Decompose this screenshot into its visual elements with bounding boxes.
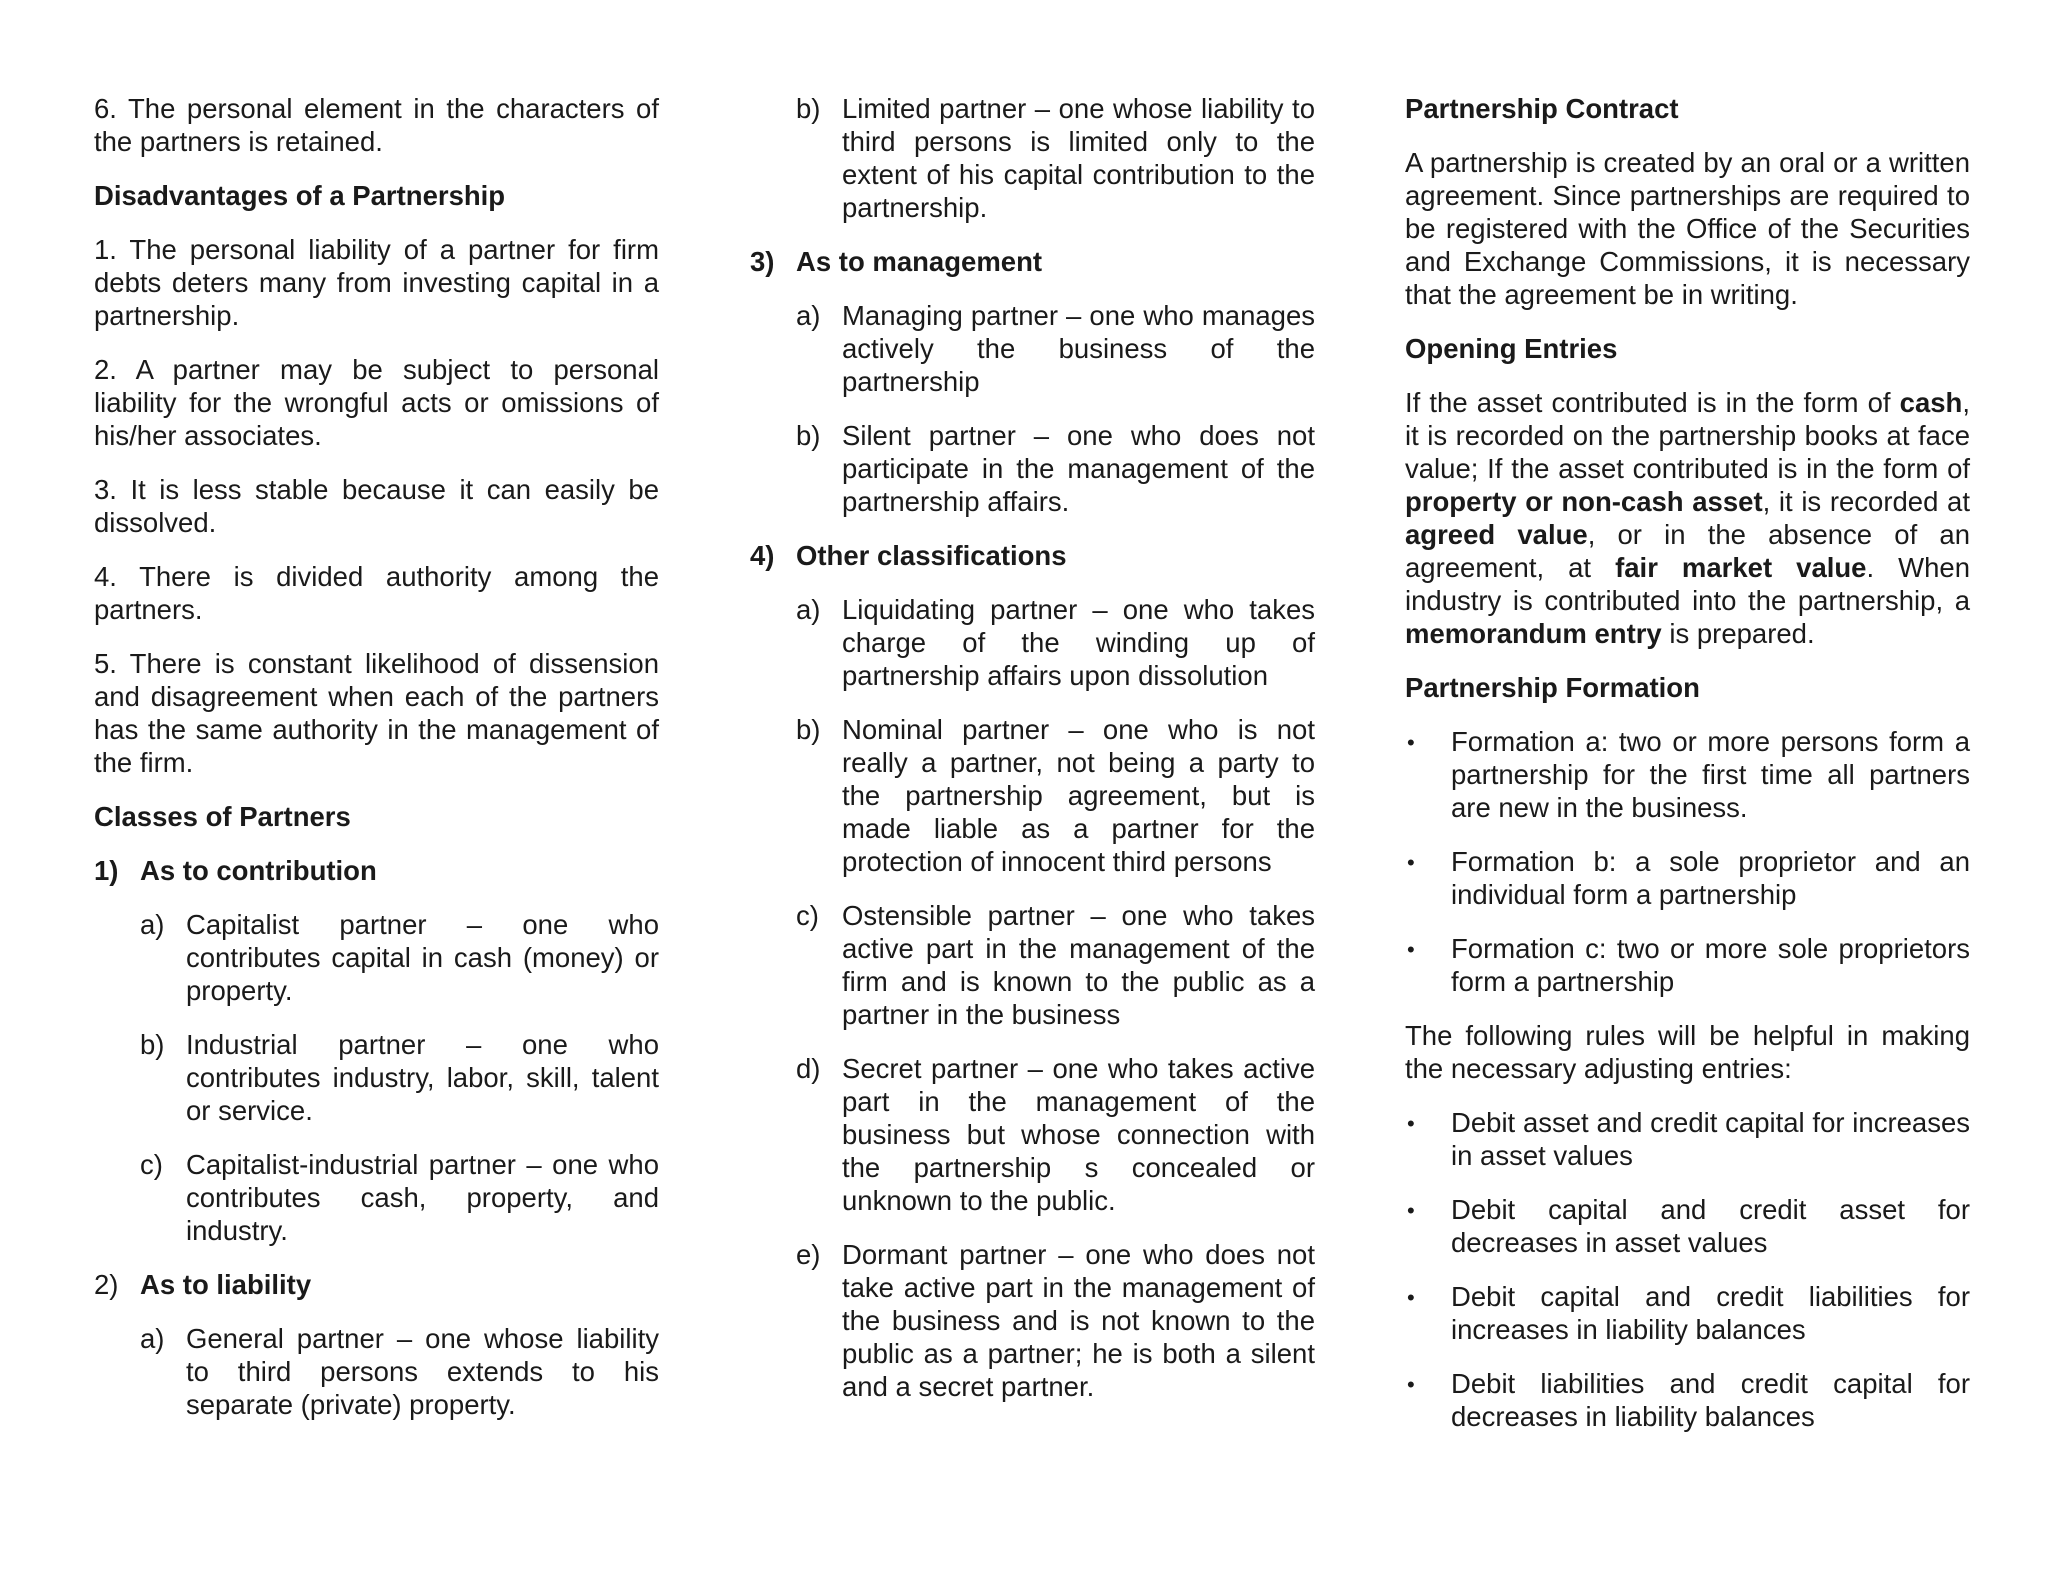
item-text: General partner – one whose liability to third persons extends to his separate (private) property. <box>186 1323 659 1420</box>
bullet-icon: • <box>1407 1198 1415 1223</box>
item-marker: a) <box>140 909 165 940</box>
list-item <box>140 1028 659 1127</box>
section-title: As to management <box>796 246 1043 277</box>
formation-item <box>1405 932 1970 998</box>
item-text: Secret partner – one who takes active part in the management of the business but whose connection with the partnership s concealed or unknown to the public. <box>842 1053 1315 1216</box>
bullet-icon: • <box>1407 730 1415 755</box>
opening-entries-text <box>1405 386 1970 650</box>
formation-item <box>1405 845 1970 911</box>
item-marker: a) <box>140 1323 165 1354</box>
item-marker: b) <box>796 420 821 451</box>
item-marker: c) <box>796 900 819 931</box>
list-item <box>796 593 1315 692</box>
item-marker: b) <box>796 93 821 124</box>
disadvantages-heading: Disadvantages of a Partnership <box>94 180 506 211</box>
list-item <box>796 1238 1315 1403</box>
text-run: , it is recorded at <box>1762 486 1970 517</box>
opening-entries-heading: Opening Entries <box>1405 333 1618 364</box>
list-item <box>140 1148 659 1247</box>
disadvantage-4: 4. There is divided authority among the partners. <box>94 561 659 625</box>
rule-item <box>1405 1367 1970 1433</box>
section-number: 3) <box>750 246 775 277</box>
item-text: Managing partner – one who manages actively the business of the partnership <box>842 300 1315 397</box>
item-text: Capitalist partner – one who contributes capital in cash (money) or property. <box>186 909 659 1006</box>
disadvantage-3: 3. It is less stable because it can easily be dissolved. <box>94 474 659 538</box>
list-item <box>796 92 1315 224</box>
item-text: Formation b: a sole proprietor and an individual form a partnership <box>1451 846 1970 910</box>
item-text: Debit capital and credit asset for decreases in asset values <box>1451 1194 1970 1258</box>
item-marker: b) <box>140 1029 165 1060</box>
section-contribution-heading <box>94 854 659 887</box>
section-other-heading <box>750 539 1315 572</box>
section-liability-heading <box>94 1268 659 1301</box>
item-text: Formation a: two or more persons form a partnership for the first time all partners are new in the business. <box>1451 726 1970 823</box>
section-management-heading <box>750 245 1315 278</box>
section-title: As to contribution <box>140 855 377 886</box>
disadvantage-5: 5. There is constant likelihood of dissension and disagreement when each of the partners has the same authority in the management of the firm. <box>94 648 659 778</box>
bullet-icon: • <box>1407 937 1415 962</box>
section-number: 1) <box>94 855 119 886</box>
bold-term: memorandum entry <box>1405 618 1662 649</box>
item-text: Silent partner – one who does not participate in the management of the partnership affairs. <box>842 420 1315 517</box>
item-marker: b) <box>796 714 821 745</box>
text-run: , it is recorded on the partnership books at face value; If the asset contributed is in the form of <box>1405 387 1970 484</box>
text-run: , or in the absence of an agreement, at <box>1405 519 1970 583</box>
contract-heading: Partnership Contract <box>1405 93 1679 124</box>
rule-item <box>1405 1106 1970 1172</box>
bold-term: agreed value <box>1405 519 1588 550</box>
item-text: Ostensible partner – one who takes active part in the management of the firm and is known to the public as a partner in the business <box>842 900 1315 1030</box>
item-marker: a) <box>796 594 821 625</box>
column-1 <box>94 92 659 1442</box>
list-item <box>796 419 1315 518</box>
column-2 <box>750 92 1315 1424</box>
text-run: is prepared. <box>1661 618 1815 649</box>
list-item <box>796 713 1315 878</box>
item-text: Debit capital and credit liabilities for increases in liability balances <box>1451 1281 1970 1345</box>
bold-term: fair market value <box>1615 552 1867 583</box>
contract-text: A partnership is created by an oral or a written agreement. Since partnerships are required to be registered with the Office of the Securities and Exchange Commissions, it is necessary that the agreement be in writing. <box>1405 147 1970 310</box>
disadvantage-2: 2. A partner may be subject to personal liability for the wrongful acts or omissions of his/her associates. <box>94 354 659 451</box>
item-text: Limited partner – one whose liability to third persons is limited only to the extent of his capital contribution to the partnership. <box>842 93 1315 223</box>
formation-heading: Partnership Formation <box>1405 672 1700 703</box>
disadvantage-1: 1. The personal liability of a partner for firm debts deters many from investing capital in a partnership. <box>94 234 659 331</box>
bold-term: property or non-cash asset <box>1405 486 1763 517</box>
item-marker: a) <box>796 300 821 331</box>
rule-item <box>1405 1193 1970 1259</box>
column-3 <box>1405 92 1970 1454</box>
advantage-6: 6. The personal element in the characters of the partners is retained. <box>94 93 659 157</box>
section-number: 4) <box>750 540 775 571</box>
item-text: Debit liabilities and credit capital for decreases in liability balances <box>1451 1368 1970 1432</box>
list-item <box>796 299 1315 398</box>
classes-heading: Classes of Partners <box>94 801 351 832</box>
item-marker: e) <box>796 1239 821 1270</box>
bullet-icon: • <box>1407 1372 1415 1397</box>
rule-item <box>1405 1280 1970 1346</box>
item-text: Nominal partner – one who is not really a partner, not being a party to the partnership agreement, but is made liable as a partner for the protection of innocent third persons <box>842 714 1315 877</box>
section-number: 2) <box>94 1269 119 1300</box>
item-marker: d) <box>796 1053 821 1084</box>
list-item <box>796 899 1315 1031</box>
section-title: As to liability <box>140 1269 312 1300</box>
formation-item <box>1405 725 1970 824</box>
item-text: Debit asset and credit capital for increases in asset values <box>1451 1107 1970 1171</box>
item-marker: c) <box>140 1149 163 1180</box>
rules-intro: The following rules will be helpful in making the necessary adjusting entries: <box>1405 1020 1970 1084</box>
bullet-icon: • <box>1407 1285 1415 1310</box>
item-text: Formation c: two or more sole proprietors form a partnership <box>1451 933 1970 997</box>
bullet-icon: • <box>1407 1111 1415 1136</box>
item-text: Liquidating partner – one who takes charge of the winding up of partnership affairs upon dissolution <box>842 594 1315 691</box>
item-text: Capitalist-industrial partner – one who contributes cash, property, and industry. <box>186 1149 659 1246</box>
item-text: Dormant partner – one who does not take active part in the management of the business and is not known to the public as a partner; he is both a silent and a secret partner. <box>842 1239 1315 1402</box>
text-run: If the asset contributed is in the form of <box>1405 387 1900 418</box>
list-item <box>140 1322 659 1421</box>
bullet-icon: • <box>1407 850 1415 875</box>
bold-term: cash <box>1899 387 1963 418</box>
list-item <box>140 908 659 1007</box>
item-text: Industrial partner – one who contributes industry, labor, skill, talent or service. <box>186 1029 659 1126</box>
text-run: . When industry is contributed into the partnership, a <box>1405 552 1970 616</box>
list-item <box>796 1052 1315 1217</box>
section-title: Other classifications <box>796 540 1067 571</box>
